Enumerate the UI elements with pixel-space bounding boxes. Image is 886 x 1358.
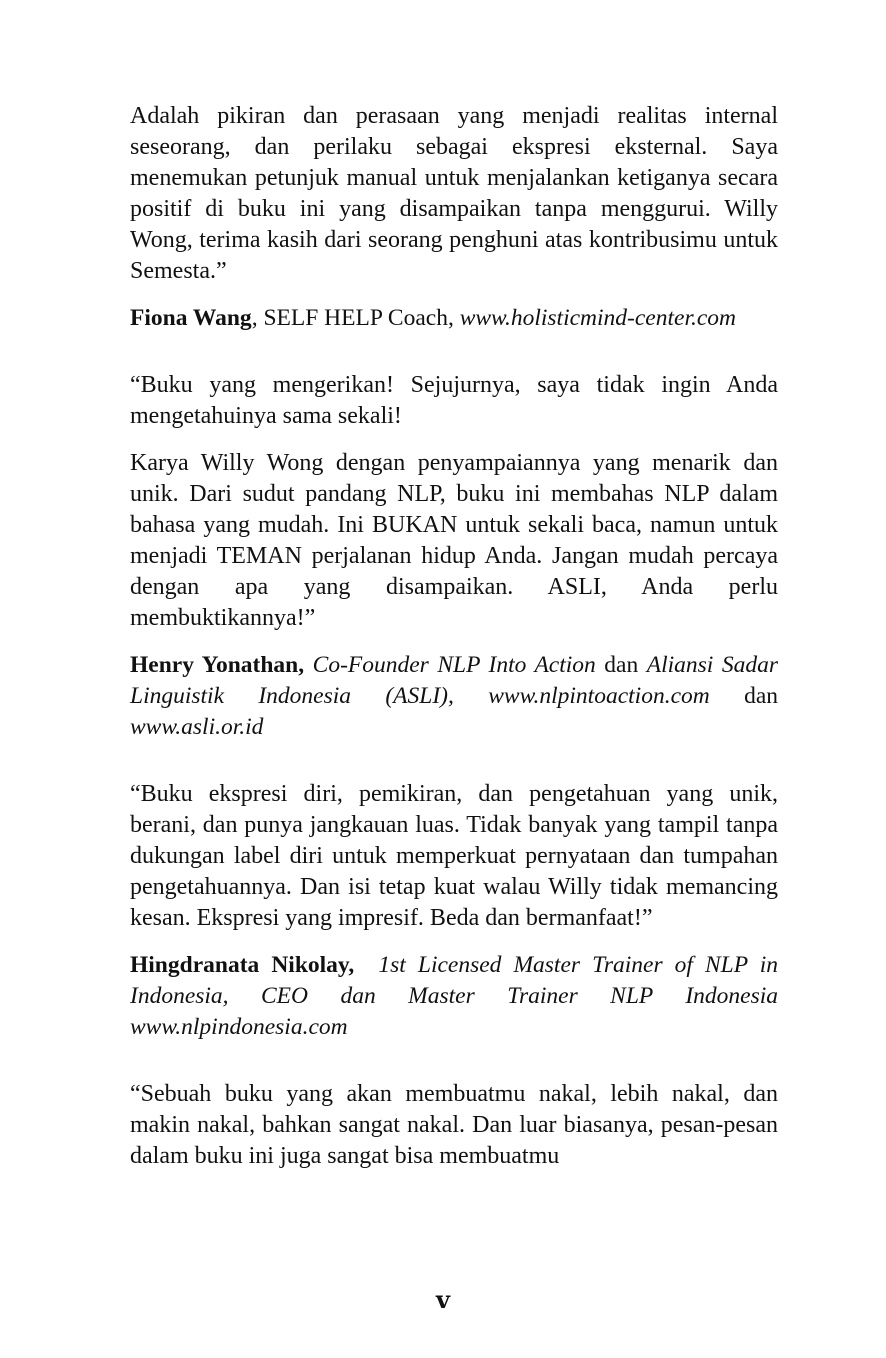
- connector-text: dan: [709, 683, 778, 709]
- author-role: Aliansi Sadar Linguistik Indonesia (ASLI), www.nlpintoaction.com: [130, 652, 778, 709]
- testimonial-attribution: [130, 650, 778, 743]
- author-url: www.asli.or.id: [130, 714, 264, 740]
- author-name: Hingdranata Nikolay,: [130, 952, 355, 978]
- testimonial-attribution: [130, 303, 778, 334]
- author-name: Henry Yonathan,: [130, 652, 305, 678]
- author-url: www.holisticmind-center.com: [459, 305, 737, 331]
- testimonial-text: “Buku yang mengerikan! Sejujurnya, saya tidak ingin Anda mengetahuinya sama sekali!: [130, 372, 778, 429]
- testimonial-text: Adalah pikiran dan perasaan yang menjadi realitas internal seseorang, dan perilaku sebagai ekspresi eksternal. Saya menemukan petunjuk manual untuk menjalankan ketiganya secara positif di buku ini yang disampaikan tanpa menggurui. Willy Wong, terima kasih dari seorang penghuni atas kontribusimu untuk Semesta.”: [130, 103, 778, 284]
- connector-text: dan: [595, 652, 647, 678]
- testimonial-attribution: [130, 950, 778, 1043]
- author-role: , SELF HELP Coach,: [251, 305, 460, 331]
- author-role: 1st Licensed Master Trainer of NLP in Indonesia, CEO dan Master Trainer NLP Indonesia www.nlpindonesia.com: [130, 952, 779, 1040]
- testimonial-text: Karya Willy Wong dengan penyampaiannya yang menarik dan unik. Dari sudut pandang NLP, buku ini membahas NLP dalam bahasa yang mudah. Ini BUKAN untuk sekali baca, namun untuk menjadi TEMAN perjalanan hidup Anda. Jangan mudah percaya dengan apa yang disampaikan. ASLI, Anda perlu membuktikannya!”: [130, 450, 778, 631]
- author-role: Co-Founder NLP Into Action: [312, 652, 596, 678]
- testimonial-text: “Sebuah buku yang akan membuatmu nakal, lebih nakal, dan makin nakal, bahkan sangat nakal. Dan luar biasanya, pesan-pesan dalam buku ini juga sangat bisa membuatmu: [130, 1081, 778, 1169]
- page-body: [130, 101, 778, 1172]
- testimonial-text: “Buku ekspresi diri, pemikiran, dan pengetahuan yang unik, berani, dan punya jangkauan luas. Tidak banyak yang tampil tanpa dukungan label diri untuk memperkuat pernyataan dan tumpahan pengetahuannya. Dan isi tetap kuat walau Willy tidak memancing kesan. Ekspresi yang impresif. Beda dan bermanfaat!”: [130, 781, 778, 931]
- author-name: Fiona Wang: [130, 305, 252, 331]
- page-number: v: [436, 1285, 450, 1314]
